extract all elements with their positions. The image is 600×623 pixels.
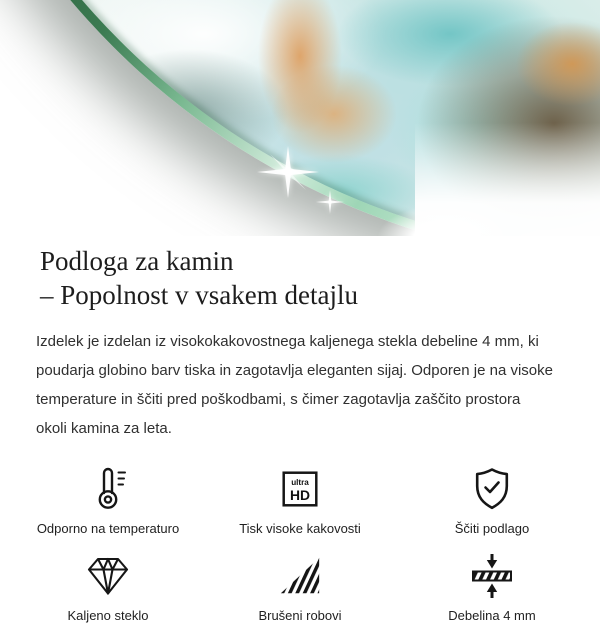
product-description: Izdelek je izdelan iz visokokakovostnega kaljenega stekla debeline 4 mm, ki poudarja globino barv tiska in zagotavlja eleganten sijaj. Odporen je na visoke temperature in ščiti pred poškodbami, s čimer zagotavlja zaščito prostora okoli kamina za leta.	[36, 333, 553, 437]
feature-item-protects	[396, 465, 588, 536]
sparkle-small-icon	[314, 186, 346, 218]
thickness-icon	[468, 552, 516, 600]
feature-item-print-quality	[204, 465, 396, 536]
feature-item-temperature	[12, 465, 204, 536]
page-title-line-1: Podloga za kamin	[40, 246, 234, 276]
thermometer-icon	[84, 465, 132, 513]
ultra-hd-icon	[277, 466, 323, 512]
feature-label: Tisk visoke kakovosti	[239, 521, 361, 536]
shield-check-icon	[468, 465, 516, 513]
brushed-edges-icon	[277, 553, 323, 599]
feature-item-polished-edges	[204, 552, 396, 623]
sparkle-icon	[253, 137, 323, 207]
page-title-line-2: – Popolnost v vsakem detajlu	[40, 280, 358, 310]
feature-label: Odporno na temperaturo	[36, 521, 180, 536]
ultra-hd-text-bottom: HD	[289, 487, 311, 504]
features-grid	[12, 465, 588, 623]
page-title	[40, 244, 560, 312]
feature-item-tempered-glass	[12, 552, 204, 623]
feature-label: Kaljeno steklo	[67, 608, 149, 623]
feature-label: Brušeni robovi	[258, 608, 342, 623]
ultra-hd-text-top: ultra	[291, 478, 309, 488]
feature-item-thickness	[396, 552, 588, 623]
hero-image	[0, 0, 600, 236]
diamond-icon	[84, 552, 132, 600]
feature-label: Ščiti podlago	[454, 521, 530, 536]
feature-label: Debelina 4 mm	[448, 608, 536, 623]
